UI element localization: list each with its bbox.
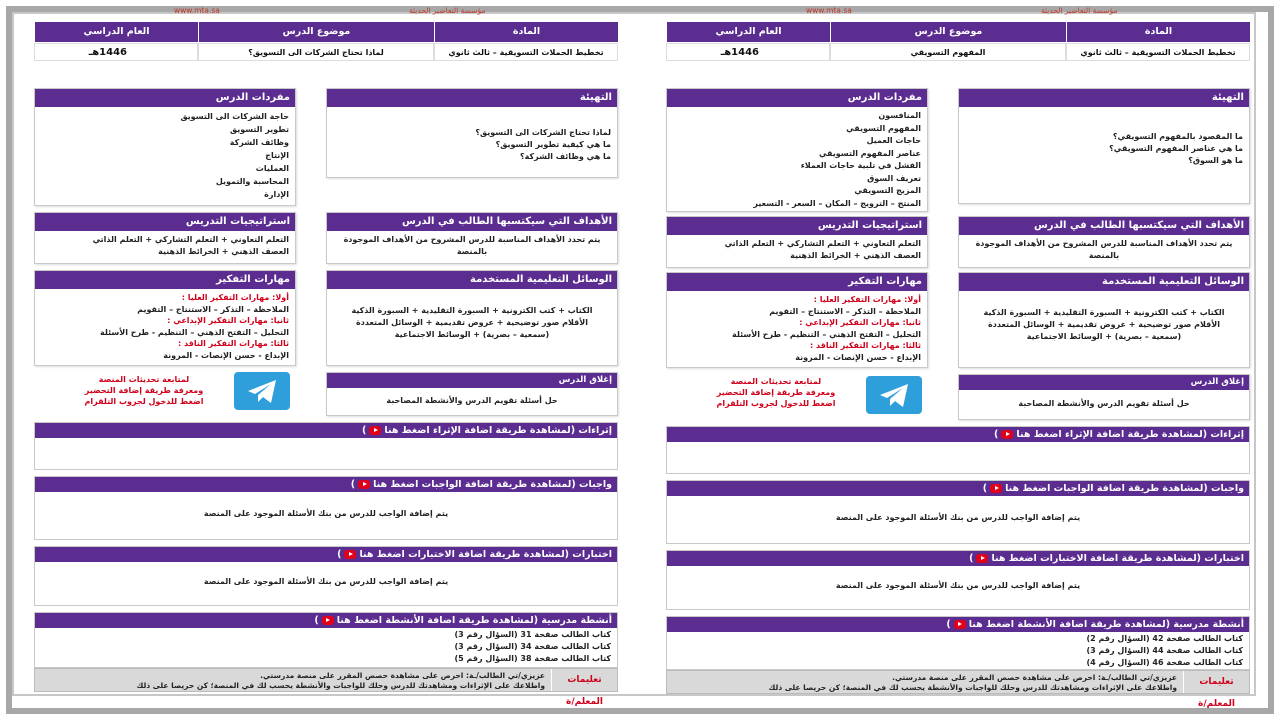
thinking-value: التحليل – التفتح الذهني – التنظيم - طرح الأسئلة: [732, 329, 921, 339]
instructions-line: عزيزي/تي الطالب/ـة: احرص على مشاهدة حصص المقرر على منصة مدرستي.: [260, 671, 545, 680]
enrichment-title: إثراءات (لمشاهدة طريقة اضافة الإثراء اضغط هنا: [1016, 429, 1244, 440]
vocab-box: [34, 88, 296, 206]
enrichment-link[interactable]: [667, 427, 1249, 442]
warmup-box: [958, 88, 1250, 204]
vocab-item: المحاسبة والتمويل: [215, 177, 289, 186]
tools-line: الأقلام صور توضيحية + عروض تقديمية + الوسائل المتعددة: [988, 320, 1220, 329]
close-paren: ): [362, 425, 367, 436]
tools-box: [958, 272, 1250, 368]
tools-box: [326, 270, 618, 366]
instructions-line: واطلاعك على الإثراءات ومشاهدتك للدرس وحلك للواجبات والأنشطة يحسب لك في المنصة؛ كن حريصا على ذلك: [768, 683, 1177, 692]
tools-title: الوسائل التعليمية المستخدمة: [959, 273, 1249, 291]
closing-title: إغلاق الدرس: [327, 373, 617, 388]
topic-header: موضوع الدرس: [198, 22, 434, 42]
warmup-title: التهيئة: [959, 89, 1249, 107]
goals-box: [326, 212, 618, 264]
closing-body: حل أسئلة تقويم الدرس والأنشطة المصاحبة: [1018, 399, 1190, 408]
thinking-value: الإبداع - حسن الإنصات - المرونة: [795, 352, 921, 362]
promo-line: اضغط للدخول لجروب التلقرام: [84, 397, 204, 406]
warmup-question: ما هي كيفية تطوير التسويق؟: [495, 140, 611, 149]
youtube-icon: [344, 550, 356, 559]
thinking-heading: ثانيا: مهارات التفكير الإبداعي :: [167, 316, 289, 325]
tools-line: الكتاب + كتب الكترونية + السبورة التقليدية + السبورة الذكية: [351, 306, 593, 315]
thinking-heading: ثانيا: مهارات التفكير الإبداعي :: [799, 318, 921, 327]
tools-line: الأقلام صور توضيحية + عروض تقديمية + الوسائل المتعددة: [356, 318, 588, 327]
tests-section: [34, 546, 618, 606]
thinking-value: الملاحظة – التذكر – الاستنتاج – التقويم: [137, 304, 289, 314]
strategies-title: استراتيجيات التدريس: [35, 213, 295, 231]
vocab-item: حاجة الشركات الى التسويق: [180, 112, 289, 121]
thinking-box: [666, 272, 928, 368]
tools-line: (سمعية – بصرية) + الوسائط الاجتماعية: [394, 330, 550, 339]
youtube-icon: [954, 620, 966, 629]
telegram-icon: [234, 372, 290, 410]
promo-line: لمتابعة تحديثات المنصة: [730, 377, 822, 386]
thinking-heading: ثالثا: مهارات التفكير الناقد :: [178, 339, 289, 348]
enrichment-title: إثراءات (لمشاهدة طريقة اضافة الإثراء اضغط هنا: [384, 425, 612, 436]
close-paren: ): [337, 549, 342, 560]
vocab-item: المفهوم التسويقي: [846, 123, 921, 133]
promo-line: اضغط للدخول لجروب التلقرام: [716, 399, 836, 408]
telegram-button[interactable]: [234, 372, 290, 410]
promo-line: لمتابعة تحديثات المنصة: [98, 375, 190, 384]
warmup-question: لماذا تحتاج الشركات الى التسويق؟: [475, 128, 611, 137]
homework-title: واجبات (لمشاهدة طريقة اضافة الواجبات اضغط هنا: [1005, 483, 1244, 494]
telegram-promo[interactable]: [696, 376, 856, 409]
subject-value: تخطيط الحملات التسويقية – ثالث ثانوي: [1066, 43, 1250, 61]
year-value: 1446هـ: [666, 43, 830, 61]
warmup-question: ما هي عناصر المفهوم التسويقي؟: [1109, 144, 1243, 153]
enrichment-section: [34, 422, 618, 470]
topic-header: موضوع الدرس: [830, 22, 1066, 42]
activity-item: كتاب الطالب صفحة 42 (السؤال رقم 2): [1086, 634, 1243, 643]
tools-title: الوسائل التعليمية المستخدمة: [327, 271, 617, 289]
telegram-promo[interactable]: [64, 374, 224, 407]
activities-title: أنشطة مدرسية (لمشاهدة طريقة اضافة الأنشطة اضغط هنا: [336, 615, 612, 626]
thinking-box: [34, 270, 296, 366]
vocab-item: تطوير التسويق: [230, 125, 289, 134]
close-paren: ): [314, 615, 319, 626]
warmup-question: ما المقصود بالمفهوم التسويقي؟: [1112, 132, 1243, 141]
youtube-icon: [322, 616, 334, 625]
strategies-box: [666, 216, 928, 268]
year-header: العام الدراسي: [666, 22, 830, 42]
homework-body: يتم إضافة الواجب للدرس من بنك الأسئلة الموجود على المنصة: [835, 513, 1081, 522]
warmup-question: ما هو السوق؟: [1188, 156, 1243, 165]
vocab-title: مفردات الدرس: [667, 89, 927, 107]
youtube-icon: [976, 554, 988, 563]
tests-section: [666, 550, 1250, 610]
vocab-item: تعريف السوق: [867, 173, 921, 183]
strategies-line: التعلم التعاوني + التعلم التشاركي + التعلم الذاتي: [724, 239, 921, 248]
closing-box: [326, 372, 618, 416]
vocab-item: الفشل في تلبية حاجات العملاء: [800, 161, 921, 170]
strategies-line: العصف الذهني + الخرائط الذهنية: [158, 247, 289, 256]
lesson-page-right: [666, 6, 1250, 709]
activities-title: أنشطة مدرسية (لمشاهدة طريقة اضافة الأنشطة اضغط هنا: [968, 619, 1244, 630]
goals-title: الأهداف التي سيكتسبها الطالب في الدرس: [327, 213, 617, 231]
site-url[interactable]: www.mta.sa: [174, 6, 220, 15]
strategies-line: العصف الذهني + الخرائط الذهنية: [790, 251, 921, 260]
instructions-label: تعليمات المعلم/ة: [1183, 671, 1249, 693]
instructions-label: تعليمات المعلم/ة: [551, 669, 617, 691]
brand-name: مؤسسة التعاضير الحديثة: [409, 6, 486, 15]
warmup-question: ما هي وظائف الشركة؟: [519, 152, 611, 161]
telegram-button[interactable]: [866, 376, 922, 414]
goals-line: بالمنصة: [456, 247, 488, 256]
homework-section: [34, 476, 618, 540]
homework-body: يتم إضافة الواجب للدرس من بنك الأسئلة الموجود على المنصة: [203, 509, 449, 518]
vocab-box: [666, 88, 928, 212]
vocab-item: المنتج – الترويج – المكان – السعر - التسعير: [753, 198, 921, 208]
strategies-box: [34, 212, 296, 264]
thinking-heading: أولا: مهارات التفكير العليا :: [181, 293, 289, 302]
youtube-icon: [1001, 430, 1013, 439]
subject-value: تخطيط الحملات التسويقية – ثالث ثانوي: [434, 43, 618, 61]
activity-item: كتاب الطالب صفحة 38 (السؤال رقم 5): [454, 654, 611, 663]
instructions-line: واطلاعك على الإثراءات ومشاهدتك للدرس وحلك للواجبات والأنشطة يحسب لك في المنصة؛ كن حريصا على ذلك: [136, 681, 545, 690]
closing-box: [958, 374, 1250, 420]
year-value: 1446هـ: [34, 43, 198, 61]
tests-body: يتم إضافة الواجب للدرس من بنك الأسئلة الموجود على المنصة: [203, 577, 449, 586]
year-header: العام الدراسي: [34, 22, 198, 42]
vocab-item: العمليات: [255, 164, 289, 173]
vocab-item: عناصر المفهوم التسويقي: [818, 148, 921, 158]
strategies-title: استراتيجيات التدريس: [667, 217, 927, 235]
closing-title: إغلاق الدرس: [959, 375, 1249, 390]
enrichment-section: [666, 426, 1250, 474]
page-header: [666, 6, 1250, 18]
youtube-icon: [358, 480, 370, 489]
vocab-item: المزيج التسويقي: [854, 186, 921, 195]
tests-title: اختبارات (لمشاهدة طريقة اضافة الاختبارات اضغط هنا: [359, 549, 612, 560]
tests-body: يتم إضافة الواجب للدرس من بنك الأسئلة الموجود على المنصة: [835, 581, 1081, 590]
activity-item: كتاب الطالب صفحة 44 (السؤال رقم 3): [1086, 646, 1243, 655]
close-paren: ): [969, 553, 974, 564]
goals-line: يتم تحدد الأهداف المناسبة للدرس المشروح من الأهداف الموجودة: [343, 235, 601, 244]
homework-link[interactable]: [667, 481, 1249, 496]
tools-line: الكتاب + كتب الكترونية + السبورة التقليدية + السبورة الذكية: [983, 308, 1225, 317]
vocab-item: الإدارة: [264, 190, 289, 199]
tests-title: اختبارات (لمشاهدة طريقة اضافة الاختبارات اضغط هنا: [991, 553, 1244, 564]
promo-line: ومعرفة طريقة إضافة التحضير: [84, 386, 204, 395]
warmup-title: التهيئة: [327, 89, 617, 107]
page-header: [34, 6, 618, 18]
vocab-title: مفردات الدرس: [35, 89, 295, 107]
goals-line: بالمنصة: [1088, 251, 1120, 260]
tests-link[interactable]: [667, 551, 1249, 566]
thinking-heading: ثالثا: مهارات التفكير الناقد :: [810, 341, 921, 350]
site-url[interactable]: www.mta.sa: [806, 6, 852, 15]
activities-link[interactable]: [667, 617, 1249, 632]
thinking-value: التحليل – التفتح الذهني – التنظيم - طرح الأسئلة: [100, 327, 289, 337]
youtube-icon: [369, 426, 381, 435]
close-paren: ): [946, 619, 951, 630]
homework-title: واجبات (لمشاهدة طريقة اضافة الواجبات اضغط هنا: [373, 479, 612, 490]
close-paren: ): [994, 429, 999, 440]
goals-title: الأهداف التي سيكتسبها الطالب في الدرس: [959, 217, 1249, 235]
topic-value: المفهوم التسويقي: [830, 43, 1066, 61]
tools-line: (سمعية – بصرية) + الوسائط الاجتماعية: [1026, 332, 1182, 341]
activity-item: كتاب الطالب صفحة 34 (السؤال رقم 3): [454, 642, 611, 651]
values-row: [34, 43, 618, 61]
goals-box: [958, 216, 1250, 268]
activities-section: [666, 616, 1250, 670]
instructions-line: عزيزي/تي الطالب/ـة: احرص على مشاهدة حصص المقرر على منصة مدرستي.: [892, 673, 1177, 682]
tests-link[interactable]: [35, 547, 617, 562]
homework-link[interactable]: [35, 477, 617, 492]
vocab-item: حاجات العميل: [866, 136, 921, 145]
lesson-page-left: [34, 6, 618, 707]
activities-link[interactable]: [35, 613, 617, 628]
thinking-value: الإبداع - حسن الإنصات - المرونة: [163, 350, 289, 360]
close-paren: ): [350, 479, 356, 490]
thinking-value: الملاحظة – التذكر – الاستنتاج – التقويم: [769, 306, 921, 316]
activity-item: كتاب الطالب صفحة 46 (السؤال رقم 4): [1086, 658, 1243, 667]
vocab-item: وظائف الشركة: [229, 138, 289, 147]
goals-line: يتم تحدد الأهداف المناسبة للدرس المشروح من الأهداف الموجودة: [975, 239, 1233, 248]
topic-value: لماذا تحتاج الشركات الى التسويق؟: [198, 43, 434, 61]
header-row: [34, 22, 618, 42]
activity-item: كتاب الطالب صفحة 31 (السؤال رقم 3): [454, 630, 611, 639]
enrichment-link[interactable]: [35, 423, 617, 438]
subject-header: المادة: [434, 22, 618, 42]
teacher-instructions: [666, 670, 1250, 709]
youtube-icon: [990, 484, 1002, 493]
promo-line: ومعرفة طريقة إضافة التحضير: [716, 388, 836, 397]
close-paren: ): [982, 483, 988, 494]
telegram-icon: [866, 376, 922, 414]
thinking-title: مهارات التفكير: [667, 273, 927, 291]
thinking-title: مهارات التفكير: [35, 271, 295, 289]
values-row: [666, 43, 1250, 61]
vocab-item: الإنتاج: [265, 151, 289, 160]
warmup-box: [326, 88, 618, 178]
activities-section: [34, 612, 618, 668]
header-row: [666, 22, 1250, 42]
brand-name: مؤسسة التعاضير الحديثة: [1041, 6, 1118, 15]
subject-header: المادة: [1066, 22, 1250, 42]
homework-section: [666, 480, 1250, 544]
strategies-line: التعلم التعاوني + التعلم التشاركي + التعلم الذاتي: [92, 235, 289, 244]
teacher-instructions: [34, 668, 618, 707]
closing-body: حل أسئلة تقويم الدرس والأنشطة المصاحبة: [386, 396, 558, 405]
thinking-heading: أولا: مهارات التفكير العليا :: [813, 295, 921, 304]
vocab-item: المنافسون: [878, 111, 921, 120]
